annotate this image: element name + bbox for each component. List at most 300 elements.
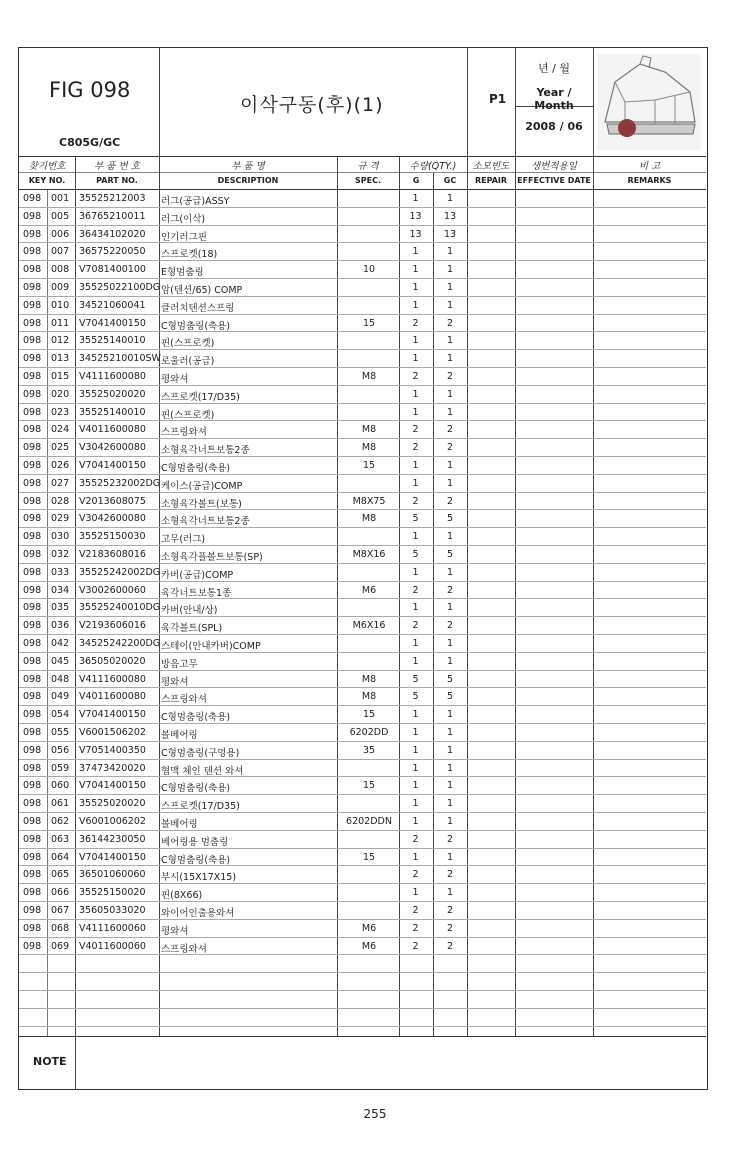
table-row (19, 635, 706, 653)
column-headers (19, 156, 706, 190)
part-number: 36575220050 (79, 246, 146, 258)
qty-gc: 13 (443, 210, 457, 222)
part-description: 핀(스프로켓) (161, 409, 215, 421)
part-number: V4111600060 (79, 922, 146, 934)
qty-gc: 1 (446, 246, 454, 258)
fig-number: 098 (23, 388, 42, 400)
part-number: 36505020020 (79, 655, 146, 667)
key-number: 008 (51, 264, 70, 276)
qty-gc: 2 (446, 620, 454, 632)
part-spec: M6X16 (352, 620, 386, 632)
fig-number: 098 (23, 549, 42, 560)
fig-number: 098 (23, 566, 42, 578)
part-number: 36501060060 (79, 869, 146, 881)
qty-gc: 2 (446, 371, 454, 382)
part-number: V6001006202 (79, 816, 146, 827)
qty-g: 2 (412, 869, 419, 881)
key-number: 062 (51, 816, 70, 827)
key-number: 013 (51, 353, 70, 365)
table-row (19, 297, 706, 315)
qty-gc: 1 (446, 602, 454, 614)
key-number: 042 (51, 638, 70, 649)
part-description: 케이스(공급)COMP (161, 480, 243, 492)
table-row (19, 617, 706, 635)
remarks-header-ko: 비 고 (638, 161, 661, 172)
qty-g: 1 (412, 851, 419, 863)
part-spec: M6 (361, 922, 377, 934)
key-number: 025 (51, 442, 70, 454)
qty-gc: 13 (443, 228, 457, 240)
part-spec: M8 (361, 424, 377, 436)
qty-g: 13 (409, 210, 422, 222)
table-row (19, 439, 706, 457)
part-description: 스테이(안내카버)COMP (161, 641, 261, 652)
table-row (19, 902, 706, 920)
part-number: 34521060041 (79, 299, 146, 311)
qty-header-ko: 수량(QTY.) (409, 161, 457, 172)
qty-g: 1 (412, 602, 419, 614)
part-description: 방음고무 (161, 658, 198, 670)
qty-g: 1 (412, 282, 419, 293)
eff-header-en: EFFECTIVE DATE (517, 176, 591, 185)
key-number: 049 (51, 691, 70, 703)
table-row (19, 777, 706, 795)
part-number: V4111600080 (79, 673, 146, 685)
key-number: 034 (51, 584, 70, 596)
part-description: C형멈춤링(축용) (161, 854, 231, 866)
qty-g: 1 (412, 477, 419, 489)
qty-g: 2 (412, 442, 419, 454)
qty-gc: 1 (446, 406, 454, 418)
part-description: 핀(8X66) (161, 890, 203, 902)
qty-g: 2 (412, 940, 419, 952)
part-spec: M8 (361, 513, 377, 525)
table-row (19, 404, 706, 422)
part-spec: M8X75 (352, 495, 386, 507)
fig-number: 098 (23, 816, 42, 827)
part-description: 러그(이삭) (161, 213, 206, 225)
key-number: 020 (51, 388, 70, 400)
part-number: 35525232002DG (79, 477, 161, 489)
qty-gc: 1 (446, 816, 454, 827)
part-number: V3042600080 (79, 513, 146, 525)
fig-number: 098 (23, 299, 42, 311)
qty-gc: 1 (446, 282, 454, 293)
key-number: 028 (51, 495, 70, 507)
qty-g: 1 (412, 780, 419, 792)
part-number: V7041400150 (79, 460, 146, 471)
fig-number: 098 (23, 709, 42, 721)
qty-gc-header: GC (443, 176, 457, 185)
desc-header-en: DESCRIPTION (217, 176, 279, 185)
key-number: 035 (51, 602, 70, 614)
table-row (19, 884, 706, 902)
qty-g: 1 (412, 246, 419, 258)
part-header-en: PART NO. (96, 176, 138, 185)
part-description: 암(텐션/65) COMP (161, 285, 243, 296)
note-section (19, 1036, 706, 1089)
key-number: 009 (51, 282, 70, 293)
note-label: NOTE (33, 1055, 67, 1068)
qty-gc: 2 (446, 584, 454, 596)
qty-g: 1 (412, 193, 419, 204)
table-row (19, 315, 706, 333)
part-description: C형멈춤링(축용) (161, 712, 231, 724)
qty-g: 5 (412, 691, 419, 703)
qty-gc: 1 (446, 762, 454, 774)
desc-header-ko: 부 품 명 (231, 161, 265, 172)
part-number: V7041400150 (79, 709, 146, 721)
qty-gc: 1 (446, 638, 454, 649)
fig-number: 098 (23, 727, 42, 738)
table-row (19, 350, 706, 368)
qty-g: 2 (412, 424, 419, 436)
table-row (19, 332, 706, 350)
fig-number: 098 (23, 869, 42, 881)
key-number: 036 (51, 620, 70, 632)
table-row (19, 475, 706, 493)
fig-number: 098 (23, 584, 42, 596)
part-description: 와이어인출용와셔 (161, 908, 235, 919)
part-number: 35525212003 (79, 193, 146, 204)
qty-g: 1 (412, 388, 419, 400)
part-number: V6001506202 (79, 727, 146, 738)
part-number: V4111600080 (79, 371, 146, 382)
qty-gc: 2 (446, 424, 454, 436)
parts-sheet (18, 47, 708, 1090)
fig-number: 098 (23, 442, 42, 454)
qty-gc: 2 (446, 905, 454, 916)
key-number: 048 (51, 673, 70, 685)
table-row (19, 510, 706, 528)
key-number: 027 (51, 477, 70, 489)
fig-number: 098 (23, 851, 42, 863)
part-description: 육각볼트(SPL) (161, 623, 223, 635)
fig-number: 098 (23, 602, 42, 614)
qty-gc: 1 (446, 531, 454, 543)
part-description: 카버(안내/상) (161, 605, 218, 617)
table-row (19, 973, 706, 991)
part-number: V4011600080 (79, 691, 146, 703)
fig-number: 098 (23, 531, 42, 543)
sheet-header (19, 48, 706, 157)
part-description: C형멈춤링(구멍용) (161, 747, 240, 759)
part-description: 소형육각너트보통2종 (161, 516, 250, 528)
fig-number: 098 (23, 282, 42, 293)
qty-g: 1 (412, 744, 419, 756)
part-number: V3042600080 (79, 442, 146, 454)
qty-g: 1 (412, 335, 419, 347)
key-header-en: KEY NO. (28, 176, 66, 185)
part-number: 36434102020 (79, 228, 146, 240)
qty-g: 1 (412, 887, 419, 899)
table-row (19, 457, 706, 475)
table-row (19, 831, 706, 849)
key-number: 026 (51, 460, 70, 471)
part-description: E형멈춤링 (161, 267, 204, 279)
part-spec: M8X16 (352, 549, 386, 560)
qty-gc: 2 (446, 442, 454, 454)
part-number: V2193606016 (79, 620, 146, 632)
part-spec: M8 (361, 691, 377, 703)
qty-g: 5 (412, 673, 419, 685)
key-number: 063 (51, 833, 70, 845)
qty-g: 2 (412, 833, 419, 845)
qty-g: 1 (412, 353, 419, 365)
table-row (19, 706, 706, 724)
qty-g: 13 (409, 228, 422, 240)
qty-gc: 2 (446, 922, 454, 934)
part-description: 고무(러그) (161, 534, 206, 546)
qty-gc: 1 (446, 460, 454, 471)
part-description: 볼베어링 (161, 730, 198, 741)
part-description: 스프로켓(18) (161, 249, 218, 261)
fig-number: 098 (23, 424, 42, 436)
part-number: 34525210010SW (79, 353, 161, 365)
table-row (19, 849, 706, 867)
part-number: 35525140010 (79, 406, 146, 418)
key-number: 030 (51, 531, 70, 543)
fig-number: 098 (23, 513, 42, 525)
part-description: 평와셔 (161, 374, 189, 385)
key-number: 001 (51, 193, 70, 204)
eff-header-ko: 생번적용일 (531, 161, 577, 172)
fig-number: 098 (23, 673, 42, 685)
fig-number: 098 (23, 620, 42, 632)
table-row (19, 279, 706, 297)
qty-g: 1 (412, 709, 419, 721)
table-row (19, 528, 706, 546)
page-code: P1 (489, 92, 507, 106)
key-number: 012 (51, 335, 70, 347)
table-row (19, 546, 706, 564)
part-description: 스프링와셔 (161, 943, 207, 955)
part-spec: 15 (362, 317, 376, 329)
qty-gc: 2 (446, 833, 454, 845)
fig-number: 098 (23, 193, 42, 204)
qty-g: 1 (412, 531, 419, 543)
qty-g: 1 (412, 460, 419, 471)
key-number: 064 (51, 851, 70, 863)
fig-number: 098 (23, 264, 42, 276)
key-number: 069 (51, 940, 70, 952)
key-number: 045 (51, 655, 70, 667)
table-row (19, 795, 706, 813)
key-number: 006 (51, 228, 70, 240)
part-number: 34525242200DG (79, 638, 161, 649)
qty-g: 2 (412, 495, 419, 507)
table-row (19, 226, 706, 244)
part-description: 소형육각플볼트보통(SP) (161, 552, 263, 563)
qty-gc: 1 (446, 193, 454, 204)
part-number: V7041400150 (79, 780, 146, 792)
qty-g-header: G (412, 176, 420, 185)
part-description: 스프링와셔 (161, 427, 207, 439)
qty-gc: 5 (446, 513, 454, 525)
part-spec: 15 (362, 709, 376, 721)
part-description: C형멈춤링(축용) (161, 783, 231, 795)
part-number: 35525150030 (79, 531, 146, 543)
fig-number: 098 (23, 317, 42, 329)
qty-g: 1 (412, 566, 419, 578)
table-row (19, 599, 706, 617)
key-number: 066 (51, 887, 70, 899)
part-spec: 6202DDN (346, 816, 392, 827)
table-row (19, 938, 706, 956)
part-number: V3002600060 (79, 584, 146, 596)
key-number: 060 (51, 780, 70, 792)
part-number: V2013608075 (79, 495, 146, 507)
key-number: 023 (51, 406, 70, 418)
part-description: 러그(공급)ASSY (161, 196, 230, 207)
table-row (19, 421, 706, 439)
fig-number: 098 (23, 228, 42, 240)
part-description: 육각너트보통1종 (161, 587, 232, 599)
part-description: 협맥 체인 텐션 와셔 (161, 765, 244, 777)
part-description: 베어링용 멈춤링 (161, 836, 229, 848)
key-number: 007 (51, 246, 70, 258)
fig-number: 098 (23, 495, 42, 507)
key-number: 067 (51, 905, 70, 916)
part-spec: 6202DD (349, 727, 389, 738)
key-number: 033 (51, 566, 70, 578)
part-description: 인기러그핀 (161, 231, 207, 243)
fig-number: 098 (23, 210, 42, 222)
part-description: 스프로켓(17/D35) (161, 801, 240, 813)
repair-header-en: REPAIR (474, 176, 508, 185)
part-description: 부시(15X17X15) (161, 872, 237, 884)
part-spec: M6 (361, 940, 377, 952)
part-number: 35525022100DG (79, 282, 161, 293)
qty-gc: 1 (446, 353, 454, 365)
qty-gc: 1 (446, 388, 454, 400)
page-title: 이삭구동(후)(1) (240, 94, 384, 116)
table-row (19, 582, 706, 600)
fig-number: 098 (23, 780, 42, 792)
key-number: 054 (51, 709, 70, 721)
table-row (19, 813, 706, 831)
table-row (19, 368, 706, 386)
part-description: 로울러(공급) (161, 356, 215, 368)
qty-g: 2 (412, 371, 419, 382)
part-spec: 35 (362, 744, 376, 756)
part-number: 35525240010DG (79, 602, 161, 614)
key-number: 061 (51, 798, 70, 810)
part-spec: 15 (362, 851, 376, 863)
part-header-ko: 부 품 번 호 (94, 161, 140, 172)
qty-gc: 1 (446, 744, 454, 756)
part-number: V4011600080 (79, 424, 146, 436)
part-number: 35525140010 (79, 335, 146, 347)
qty-gc: 1 (446, 887, 454, 899)
part-number: V7041400150 (79, 317, 146, 329)
table-row (19, 1009, 706, 1027)
part-number: 35605033020 (79, 905, 146, 916)
part-number: V2183608016 (79, 549, 146, 560)
table-row (19, 261, 706, 279)
issue-date: 2008 / 06 (525, 120, 583, 133)
part-spec: M8 (361, 673, 377, 685)
fig-number: 098 (23, 477, 42, 489)
combine-harvester-illustration (595, 52, 703, 152)
qty-gc: 1 (446, 727, 454, 738)
fig-number: 098 (23, 353, 42, 365)
fig-number: 098 (23, 371, 42, 382)
qty-g: 1 (412, 638, 419, 649)
part-description: 소형육각볼트(보통) (161, 498, 242, 510)
table-row (19, 760, 706, 778)
qty-g: 2 (412, 620, 419, 632)
qty-gc: 2 (446, 940, 454, 952)
table-row (19, 866, 706, 884)
fig-number: 098 (23, 887, 42, 899)
fig-number: 098 (23, 335, 42, 347)
part-number: V7081400100 (79, 264, 146, 276)
qty-g: 1 (412, 655, 419, 667)
qty-g: 1 (412, 762, 419, 774)
spec-header-ko: 규 격 (357, 161, 379, 172)
page-number: 255 (363, 1107, 387, 1121)
key-number: 065 (51, 869, 70, 881)
table-row (19, 955, 706, 973)
part-description: 스프링와셔 (161, 694, 207, 706)
part-number: 36765210011 (79, 210, 146, 222)
part-spec: M8 (361, 442, 377, 454)
part-spec: 15 (362, 460, 376, 471)
table-row (19, 724, 706, 742)
qty-g: 2 (412, 922, 419, 934)
figure-number: FIG 098 (49, 78, 131, 102)
qty-gc: 2 (446, 317, 454, 329)
part-description: 평와셔 (161, 925, 189, 937)
table-row (19, 671, 706, 689)
table-row (19, 742, 706, 760)
key-number: 010 (51, 299, 70, 311)
qty-gc: 1 (446, 264, 454, 276)
part-number: 35525020020 (79, 798, 146, 810)
key-number: 015 (51, 371, 70, 382)
qty-g: 1 (412, 264, 419, 276)
part-description: 핀(스프로켓) (161, 338, 215, 350)
fig-number: 098 (23, 762, 42, 774)
table-row (19, 243, 706, 261)
part-spec: 10 (362, 264, 376, 276)
qty-g: 1 (412, 798, 419, 810)
qty-g: 2 (412, 584, 419, 596)
model-name: C805G/GC (59, 136, 121, 149)
qty-g: 2 (412, 905, 419, 916)
qty-g: 2 (412, 317, 419, 329)
fig-number: 098 (23, 940, 42, 952)
fig-number: 098 (23, 406, 42, 418)
qty-gc: 5 (446, 673, 454, 685)
part-number: V7051400350 (79, 744, 146, 756)
fig-number: 098 (23, 691, 42, 703)
table-row (19, 688, 706, 706)
table-row (19, 493, 706, 511)
year-month-label-en: Year / Month (534, 86, 574, 112)
table-row (19, 564, 706, 582)
repair-header-ko: 소모빈도 (472, 161, 510, 172)
part-spec: 15 (362, 780, 376, 792)
part-number: 35525020020 (79, 388, 146, 400)
key-number: 032 (51, 549, 70, 560)
year-month-label-ko: 년 / 월 (538, 62, 570, 75)
qty-gc: 1 (446, 780, 454, 792)
spec-header-en: SPEC. (355, 176, 381, 185)
key-number: 068 (51, 922, 70, 934)
part-number: V4011600060 (79, 940, 146, 952)
